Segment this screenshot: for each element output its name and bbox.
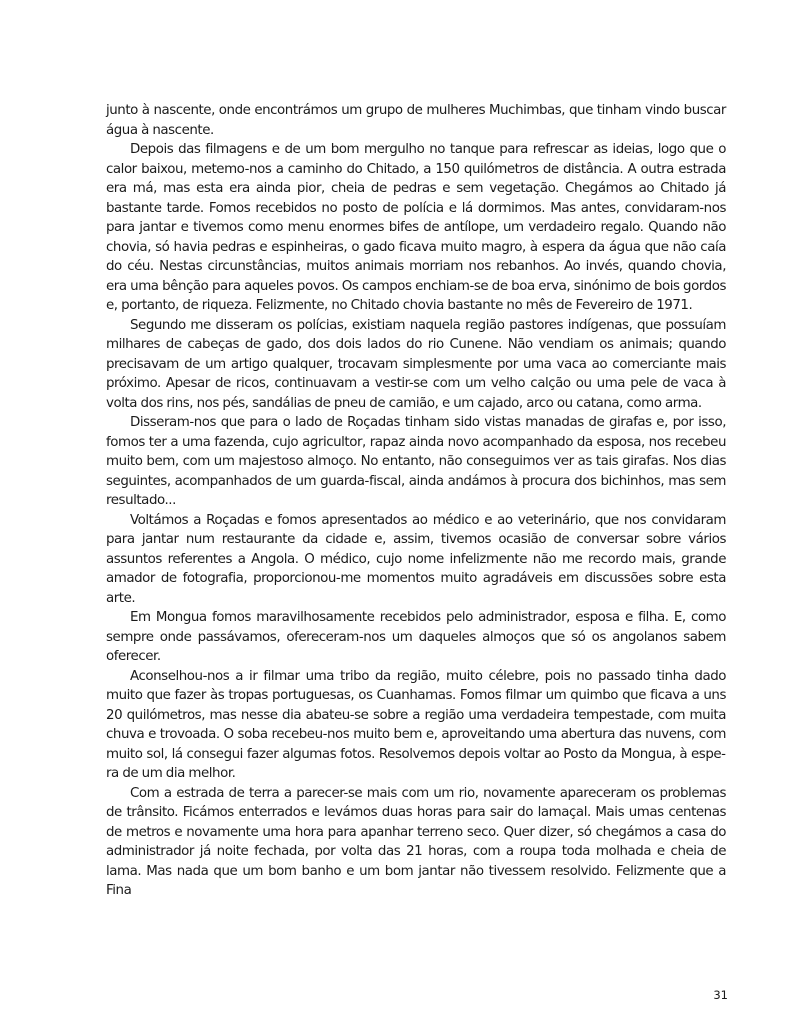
paragraph-2: Depois das filmagens e de um bom mergulho no tanque para refrescar as ideias, logo que o calor baixou, metemo-nos a caminho do Chitado, a 150 quilómetros de distância. A outra estrada era má, mas esta era ainda pior, cheia de pedras e sem vegetação. Chegámos ao Chitado já bastante tarde. Fomos recebidos no posto de polícia e lá dormimos. Mas antes, convidaram-nos para jantar e tivemos como menu enormes bifes de antílope, um verdadeiro regalo. Quando não chovia, só havia pedras e espinheiras, o gado ficava muito magro, à espera da água que não caía do céu. Nestas circunstâncias, muitos animais morriam nos rebanhos. Ao invés, quando chovia, era uma bênção para aqueles povos. Os campos enchiam-se de boa erva, sinónimo de bois gordos e, portanto, de riqueza. Felizmente, no Chitado chovia bastante no mês de Fevereiro de 1971. bbox=[106, 142, 726, 313]
paragraph-4: Disseram-nos que para o lado de Roçadas tinham sido vistas manadas de girafas e, por isso, fomos ter a uma fazenda, cujo agricultor, rapaz ainda novo acompanhado da esposa, nos recebeu muito bem, com um majestoso almoço. No entanto, não conseguimos ver as tais girafas. Nos dias seguintes, acompanhados de um guarda-fiscal, ainda andámos à procura dos bichinhos, mas sem resultado... bbox=[106, 415, 726, 508]
body-text bbox=[106, 101, 726, 901]
page-number: 31 bbox=[713, 988, 728, 1002]
paragraph-8: Com a estrada de terra a parecer-se mais com um rio, novamente apareceram os problemas de trânsito. Ficámos enterrados e levámos duas horas para sair do lamaçal. Mais umas centenas de metros e novamente uma hora para apanhar terreno seco. Quer dizer, só chegámos a casa do administrador já noite fechada, por volta das 21 horas, com a roupa toda molhada e cheia de lama. Mas nada que um bom banho e um bom jantar não tivessem resolvido. Felizmente que a Fina bbox=[106, 785, 726, 898]
paragraph-1: junto à nascente, onde encontrámos um grupo de mulheres Muchimbas, que tinham vindo buscar água à nascente. bbox=[106, 103, 726, 138]
paragraph-3: Segundo me disseram os polícias, existiam naquela região pastores indígenas, que possuíam milhares de cabeças de gado, dos dois lados do rio Cunene. Não vendiam os animais; quando precisavam de um artigo qualquer, trocavam simplesmente por uma vaca ao comerciante mais próximo. Apesar de ricos, continuavam a vestir-se com um velho calção ou uma pele de vaca à volta dos rins, nos pés, sandálias de pneu de camião, e um cajado, arco ou catana, como arma. bbox=[106, 317, 726, 411]
paragraph-6: Em Mongua fomos maravilhosamente recebidos pelo administrador, esposa e filha. E, como sempre onde passávamos, ofereceram-nos um daqueles almoços que só os angolanos sabem oferecer. bbox=[106, 610, 726, 664]
paragraph-5: Voltámos a Roçadas e fomos apresentados ao médico e ao veterinário, que nos convidaram para jantar num restaurante da cidade e, assim, tivemos ocasião de conversar sobre vários assuntos referentes a Angola. O médico, cujo nome infelizmente não me recordo mais, grande amador de fotografia, proporcionou-me momentos muito agradáveis em discussões sobre esta arte. bbox=[106, 512, 726, 606]
paragraph-7: Aconselhou-nos a ir filmar uma tribo da região, muito célebre, pois no passado tinha dado muito que fazer às tropas portuguesas, os Cuanhamas. Fomos filmar um quimbo que ficava a uns 20 quilómetros, mas nesse dia abateu-se sobre a região uma verdadeira tempestade, com muita chuva e trovoada. O soba recebeu-nos muito bem e, aproveitando uma abertura das nuvens, com muito sol, lá consegui fazer algumas fotos. Resolvemos depois voltar ao Posto da Mongua, à espera de um dia melhor. bbox=[106, 668, 726, 781]
